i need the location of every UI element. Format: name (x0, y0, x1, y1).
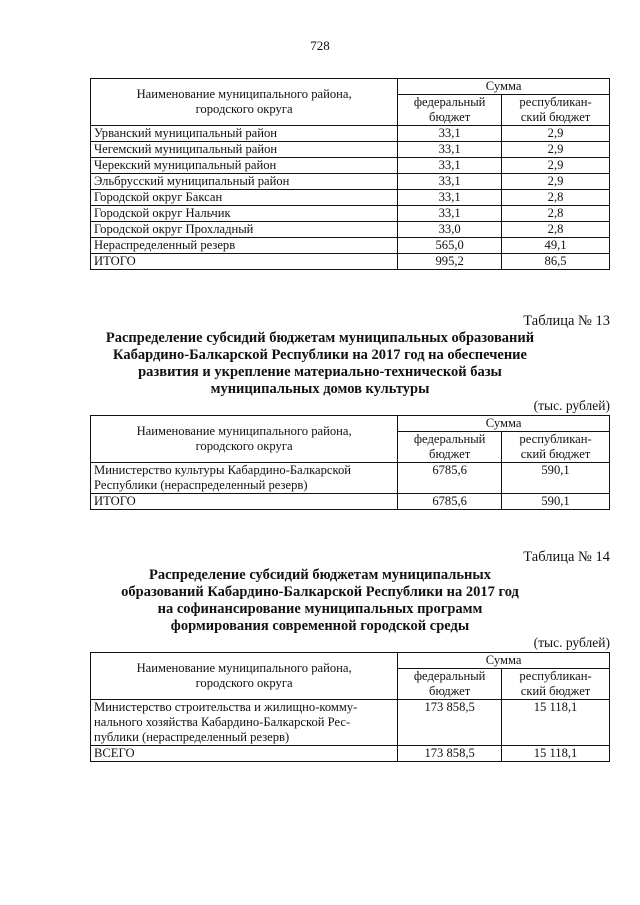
row-name: ИТОГО (91, 254, 398, 270)
row-name: ИТОГО (91, 494, 398, 510)
row-republic: 86,5 (502, 254, 610, 270)
table-row (91, 190, 610, 206)
table-row (91, 238, 610, 254)
table14-title: Распределение субсидий бюджетам муниципальных образований Кабардино-Балкарской Республики на 2017 год на софинансирование муниципальных программ формирования современной городской среды (121, 567, 519, 634)
header-republic: республикан- ский бюджет (502, 669, 610, 700)
row-federal: 565,0 (398, 238, 502, 254)
row-name: ВСЕГО (91, 746, 398, 762)
row-republic: 590,1 (502, 463, 610, 494)
row-name: Эльбрусский муниципальный район (91, 174, 398, 190)
table-row (91, 463, 610, 494)
row-federal: 33,1 (398, 142, 502, 158)
table13-number: Таблица № 13 (523, 313, 610, 329)
header-republic: республикан- ский бюджет (502, 432, 610, 463)
row-republic: 2,9 (502, 158, 610, 174)
table13-title: Распределение субсидий бюджетам муниципальных образований Кабардино-Балкарской Республики на 2017 год на обеспечение развития и укрепление материально-технической базы муниципальных домов культуры (105, 330, 535, 397)
table14-number: Таблица № 14 (523, 549, 610, 565)
row-federal: 33,1 (398, 174, 502, 190)
table-body (91, 126, 610, 270)
row-republic: 15 118,1 (502, 700, 610, 746)
header-republic: республикан- ский бюджет (502, 95, 610, 126)
row-federal: 995,2 (398, 254, 502, 270)
row-name: Городской округ Баксан (91, 190, 398, 206)
table-row (91, 158, 610, 174)
row-federal: 33,1 (398, 206, 502, 222)
header-name: Наименование муниципального района, городского округа (91, 653, 398, 700)
table14-units: (тыс. рублей) (533, 635, 610, 650)
header-federal: федеральный бюджет (398, 95, 502, 126)
row-name: Министерство культуры Кабардино-Балкарской Республики (нераспределенный резерв) (91, 463, 398, 494)
row-name: Урванский муниципальный район (91, 126, 398, 142)
table-row (91, 254, 610, 270)
row-republic: 2,8 (502, 206, 610, 222)
page-number: 728 (310, 38, 330, 53)
header-sum: Сумма (398, 653, 610, 669)
header-name: Наименование муниципального района, городского округа (91, 416, 398, 463)
table-row (91, 222, 610, 238)
row-name: Нераспределенный резерв (91, 238, 398, 254)
row-federal: 6785,6 (398, 463, 502, 494)
header-federal: федеральный бюджет (398, 669, 502, 700)
table-row (91, 700, 610, 746)
table14 (90, 652, 610, 762)
row-republic: 2,9 (502, 126, 610, 142)
row-republic: 590,1 (502, 494, 610, 510)
row-federal: 33,0 (398, 222, 502, 238)
row-name: Чегемский муниципальный район (91, 142, 398, 158)
row-republic: 49,1 (502, 238, 610, 254)
row-name: Городской округ Прохладный (91, 222, 398, 238)
row-republic: 15 118,1 (502, 746, 610, 762)
table-row-total (91, 746, 610, 762)
table-row (91, 142, 610, 158)
row-federal: 173 858,5 (398, 700, 502, 746)
table13-units: (тыс. рублей) (533, 398, 610, 413)
row-federal: 173 858,5 (398, 746, 502, 762)
row-federal: 33,1 (398, 126, 502, 142)
row-federal: 33,1 (398, 158, 502, 174)
table-row-total (91, 494, 610, 510)
header-federal: федеральный бюджет (398, 432, 502, 463)
row-name: Министерство строительства и жилищно-комму- нального хозяйства Кабардино-Балкарской Рес- публики (нераспределенный резерв) (91, 700, 398, 746)
row-republic: 2,8 (502, 190, 610, 206)
row-republic: 2,9 (502, 142, 610, 158)
header-sum: Сумма (398, 416, 610, 432)
table-row (91, 206, 610, 222)
table13 (90, 415, 610, 510)
header-sum: Сумма (398, 79, 610, 95)
table-row (91, 126, 610, 142)
row-republic: 2,8 (502, 222, 610, 238)
row-federal: 6785,6 (398, 494, 502, 510)
row-name: Городской округ Нальчик (91, 206, 398, 222)
subsidy-table-continued (90, 78, 610, 270)
row-federal: 33,1 (398, 190, 502, 206)
row-republic: 2,9 (502, 174, 610, 190)
table-row (91, 174, 610, 190)
row-name: Черекский муниципальный район (91, 158, 398, 174)
header-name: Наименование муниципального района, городского округа (91, 79, 398, 126)
